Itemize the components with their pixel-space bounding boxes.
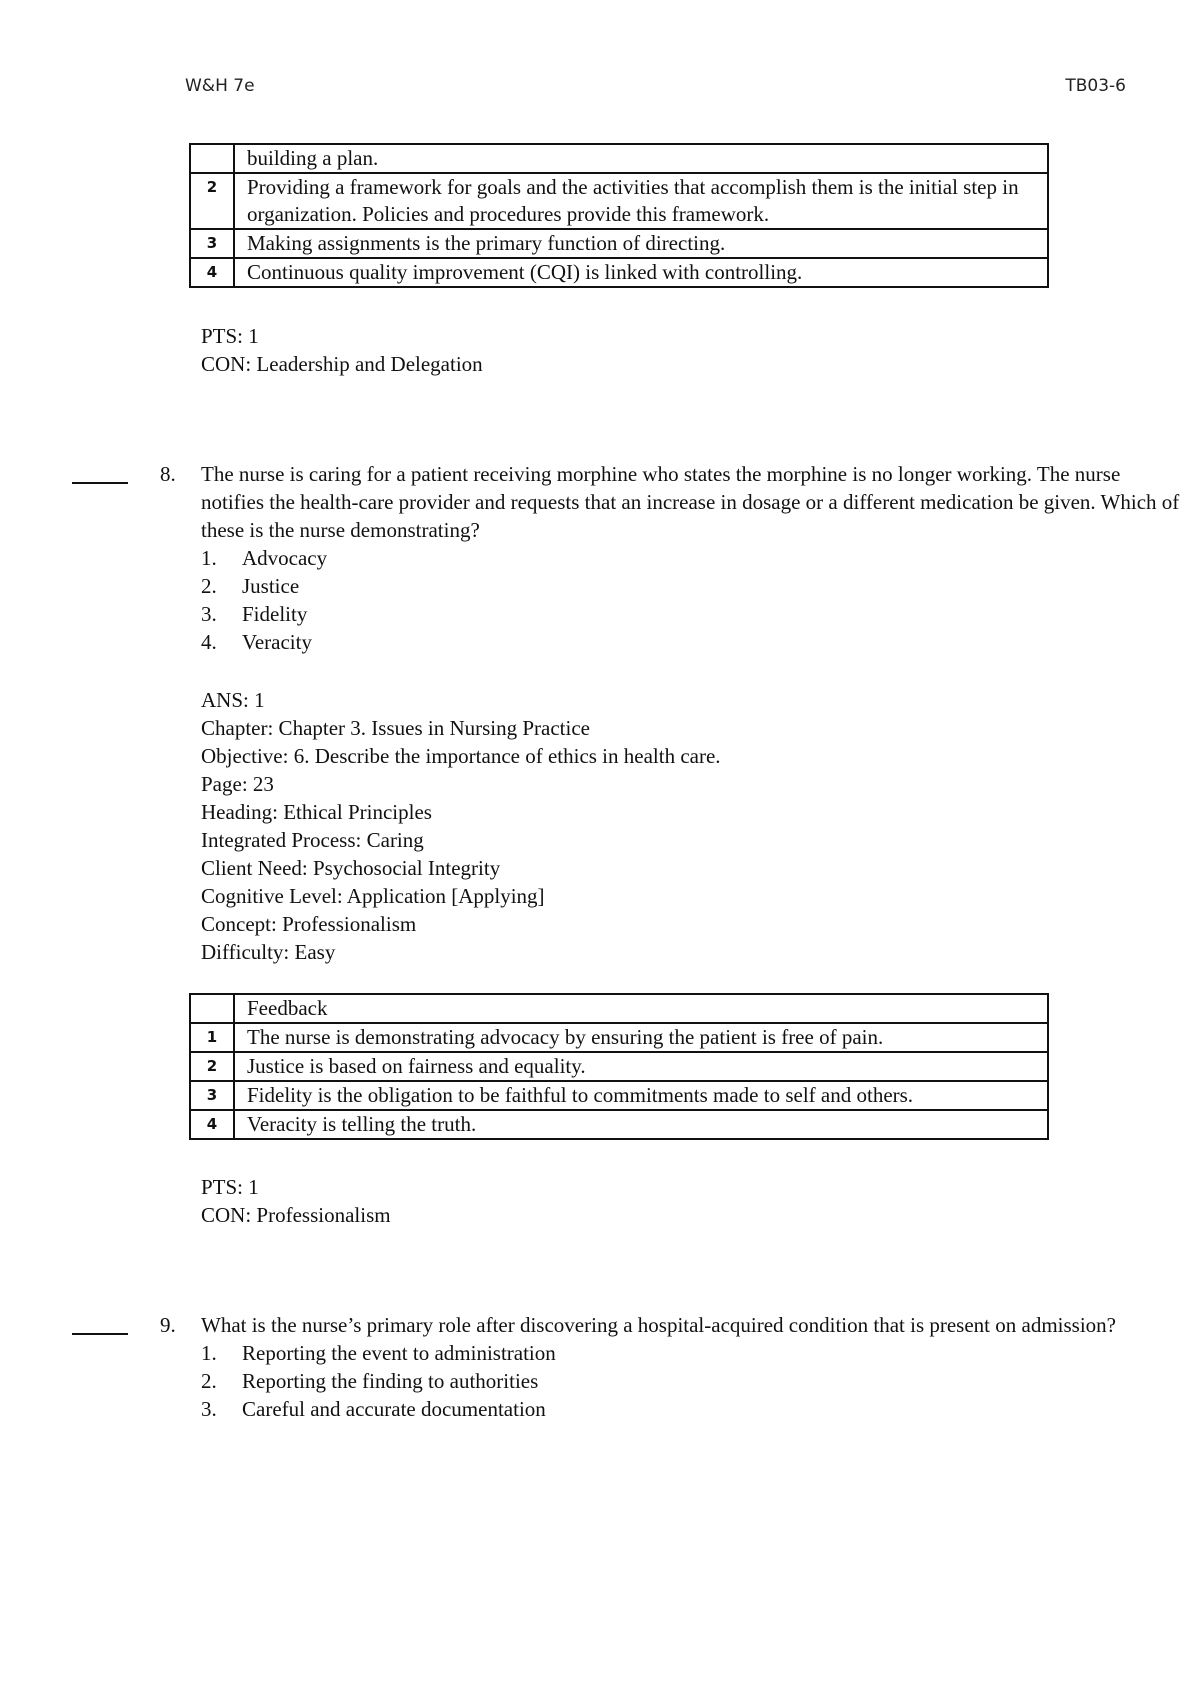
question-9 xyxy=(160,1311,1180,1423)
table-row xyxy=(190,258,1048,287)
concept-label: CON: Professionalism xyxy=(201,1203,391,1227)
row-text: Continuous quality improvement (CQI) is linked with controlling. xyxy=(234,258,1048,287)
option-text: Reporting the event to administration xyxy=(242,1341,556,1365)
points-label: PTS: 1 xyxy=(201,324,259,348)
option-number: 3. xyxy=(201,1397,217,1421)
row-text: building a plan. xyxy=(234,144,1048,173)
row-text: Providing a framework for goals and the activities that accomplish them is the initial step in organization. Policies and procedures provide this framework. xyxy=(234,173,1048,229)
answer-blank-q9[interactable] xyxy=(72,1333,128,1335)
row-text: Making assignments is the primary function of directing. xyxy=(234,229,1048,258)
points-label: PTS: 1 xyxy=(201,1175,259,1199)
difficulty-label: Difficulty: Easy xyxy=(201,940,336,964)
table-row xyxy=(190,1052,1048,1081)
table-row xyxy=(190,1023,1048,1052)
question-number: 8. xyxy=(160,462,176,486)
table-row xyxy=(190,229,1048,258)
points-block-q7 xyxy=(201,322,483,378)
option-number: 3. xyxy=(201,602,217,626)
option-item xyxy=(201,544,1180,572)
option-item xyxy=(201,1395,1180,1423)
objective-label: Objective: 6. Describe the importance of ethics in health care. xyxy=(201,744,721,768)
row-text: Fidelity is the obligation to be faithful to commitments made to self and others. xyxy=(234,1081,1048,1110)
option-text: Fidelity xyxy=(242,602,308,626)
feedback-table-q8 xyxy=(189,993,1049,1140)
feedback-header: Feedback xyxy=(234,994,1048,1023)
option-text: Advocacy xyxy=(242,546,328,570)
feedback-table-continued xyxy=(189,143,1049,288)
row-number: 2 xyxy=(190,1052,234,1081)
row-number: 1 xyxy=(190,1023,234,1052)
row-text: The nurse is demonstrating advocacy by ensuring the patient is free of pain. xyxy=(234,1023,1048,1052)
option-item xyxy=(201,1367,1180,1395)
answer-blank-q8[interactable] xyxy=(72,482,128,484)
running-header-left: W&H 7e xyxy=(185,76,255,96)
table-header-row xyxy=(190,994,1048,1023)
answer-key: ANS: 1 xyxy=(201,688,265,712)
answer-options xyxy=(160,544,1180,656)
table-row xyxy=(190,173,1048,229)
row-number: 3 xyxy=(190,1081,234,1110)
question-8 xyxy=(160,460,1180,656)
option-number: 1. xyxy=(201,546,217,570)
option-text: Careful and accurate documentation xyxy=(242,1397,546,1421)
row-number: 4 xyxy=(190,258,234,287)
question-stem: The nurse is caring for a patient receiving morphine who states the morphine is no longer working. The nurse notifies the health-care provider and requests that an increase in dosage or a different medication be given. Which of these is the nurse demonstrating? xyxy=(201,462,1180,542)
option-text: Veracity xyxy=(242,630,312,654)
points-block-q8 xyxy=(201,1173,391,1229)
table-row xyxy=(190,1110,1048,1139)
option-number: 1. xyxy=(201,1341,217,1365)
option-item xyxy=(201,572,1180,600)
option-item xyxy=(201,600,1180,628)
concept-label: CON: Leadership and Delegation xyxy=(201,352,483,376)
option-number: 4. xyxy=(201,630,217,654)
option-number: 2. xyxy=(201,1369,217,1393)
client-need-label: Client Need: Psychosocial Integrity xyxy=(201,856,501,880)
question-stem: What is the nurse’s primary role after discovering a hospital-acquired condition that is present on admission? xyxy=(201,1313,1116,1337)
row-number: 2 xyxy=(190,173,234,229)
row-text: Justice is based on fairness and equality. xyxy=(234,1052,1048,1081)
question-number: 9. xyxy=(160,1313,176,1337)
chapter-label: Chapter: Chapter 3. Issues in Nursing Practice xyxy=(201,716,590,740)
table-row xyxy=(190,144,1048,173)
option-text: Justice xyxy=(242,574,300,598)
page-label: Page: 23 xyxy=(201,772,274,796)
answer-options xyxy=(160,1339,1180,1423)
question-8-metadata xyxy=(201,686,721,966)
heading-label: Heading: Ethical Principles xyxy=(201,800,432,824)
option-item xyxy=(201,628,1180,656)
row-number xyxy=(190,144,234,173)
process-label: Integrated Process: Caring xyxy=(201,828,424,852)
cognitive-level-label: Cognitive Level: Application [Applying] xyxy=(201,884,545,908)
row-text: Veracity is telling the truth. xyxy=(234,1110,1048,1139)
table-row xyxy=(190,1081,1048,1110)
concept-label: Concept: Professionalism xyxy=(201,912,417,936)
row-number: 3 xyxy=(190,229,234,258)
option-item xyxy=(201,1339,1180,1367)
option-number: 2. xyxy=(201,574,217,598)
option-text: Reporting the finding to authorities xyxy=(242,1369,539,1393)
running-header-right: TB03-6 xyxy=(1065,76,1126,96)
row-number: 4 xyxy=(190,1110,234,1139)
